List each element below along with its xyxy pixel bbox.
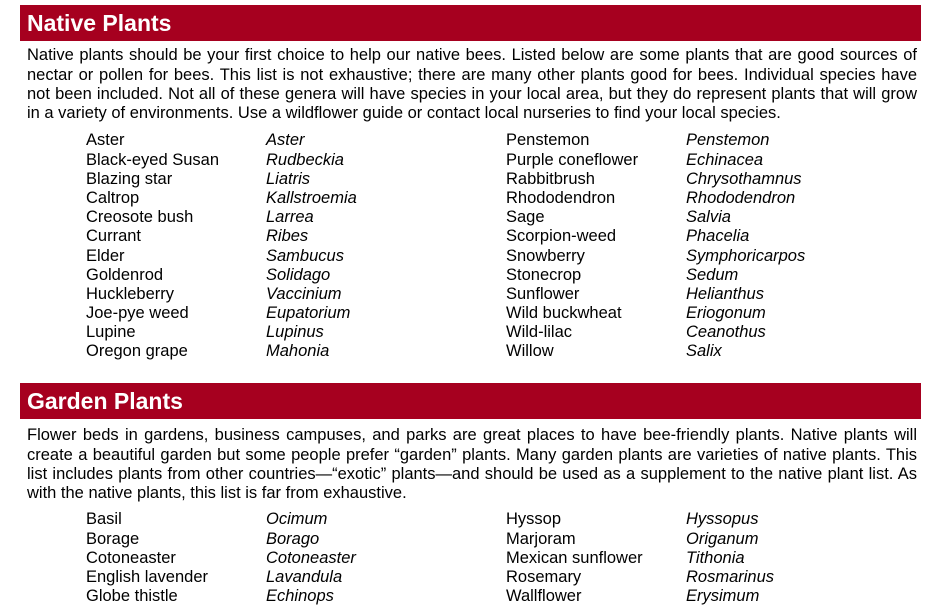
plant-row <box>0 530 941 549</box>
common-name: Caltrop <box>86 188 140 207</box>
latin-name: Aster <box>266 131 305 150</box>
common-name: Basil <box>86 510 122 529</box>
plant-row <box>0 227 941 246</box>
plant-row <box>0 285 941 304</box>
common-name: Rosemary <box>506 567 582 586</box>
latin-name: Sedum <box>686 265 739 284</box>
latin-name: Solidago <box>266 265 331 284</box>
common-name: Rabbitbrush <box>506 169 595 188</box>
latin-name: Rosmarinus <box>686 567 775 586</box>
garden-plant-list <box>0 510 941 606</box>
common-name: Oregon grape <box>86 342 188 361</box>
common-name: Wallflower <box>506 587 582 606</box>
intro-paragraph: Native plants should be your first choice to help our native bees. Listed below are some plants that are good sources of nectar or pollen for bees. This list is not exhaustive; there are many other plants good for bees. Individual species have not been included. Not all of these genera will have species in your local area, but they do represent plants that will grow in a variety of environments. Use a wildflower guide or contact local nurseries to find your local species. <box>27 46 917 123</box>
latin-name: Ocimum <box>266 510 328 529</box>
plant-row <box>0 247 941 266</box>
common-name: Black-eyed Susan <box>86 150 219 169</box>
plant-row <box>0 131 941 150</box>
plant-row <box>0 170 941 189</box>
section-title: Native Plants <box>27 10 172 36</box>
latin-name: Echinacea <box>686 150 764 169</box>
section-header-garden <box>20 383 921 419</box>
plant-row <box>0 549 941 568</box>
plant-row <box>0 342 941 361</box>
common-name: Sage <box>506 208 545 227</box>
common-name: Marjoram <box>506 529 576 548</box>
common-name: Currant <box>86 227 142 246</box>
plant-row <box>0 323 941 342</box>
common-name: Globe thistle <box>86 587 178 606</box>
latin-name: Salvia <box>686 208 731 227</box>
common-name: Cotoneaster <box>86 548 176 567</box>
latin-name: Chrysothamnus <box>686 169 802 188</box>
intro-paragraph: Flower beds in gardens, business campuses, and parks are great places to have bee-friendly plants. Native plants will create a beautiful garden but some people prefer “garden” plants. Many garden plants are varieties of native plants. This list includes plants from other countries—“exotic” plants—and should be used as a supplement to the native plant list. As with the native plants, this list is far from exhaustive. <box>27 426 917 503</box>
latin-name: Lavandula <box>266 567 343 586</box>
plant-row <box>0 304 941 323</box>
common-name: Borage <box>86 529 140 548</box>
native-plant-list <box>0 131 941 361</box>
latin-name: Borago <box>266 529 320 548</box>
common-name: Elder <box>86 246 125 265</box>
latin-name: Erysimum <box>686 587 760 606</box>
latin-name: Mahonia <box>266 342 330 361</box>
common-name: Rhododendron <box>506 188 616 207</box>
latin-name: Phacelia <box>686 227 750 246</box>
latin-name: Tithonia <box>686 548 745 567</box>
common-name: Goldenrod <box>86 265 164 284</box>
common-name: Aster <box>86 131 125 150</box>
latin-name: Ceanothus <box>686 323 766 342</box>
latin-name: Sambucus <box>266 246 344 265</box>
common-name: Creosote bush <box>86 208 194 227</box>
latin-name: Rudbeckia <box>266 150 344 169</box>
section-header-native <box>20 5 921 41</box>
common-name: Wild-lilac <box>506 323 572 342</box>
latin-name: Echinops <box>266 587 334 606</box>
common-name: Snowberry <box>506 246 585 265</box>
common-name: Willow <box>506 342 554 361</box>
plant-row <box>0 568 941 587</box>
plant-row <box>0 510 941 529</box>
latin-name: Symphoricarpos <box>686 246 806 265</box>
latin-name: Larrea <box>266 208 314 227</box>
common-name: Stonecrop <box>506 265 582 284</box>
latin-name: Salix <box>686 342 722 361</box>
plant-row <box>0 208 941 227</box>
latin-name: Eupatorium <box>266 304 351 323</box>
plant-row <box>0 151 941 170</box>
latin-name: Helianthus <box>686 284 764 303</box>
plant-row <box>0 587 941 606</box>
latin-name: Cotoneaster <box>266 548 356 567</box>
common-name: Mexican sunflower <box>506 548 643 567</box>
common-name: Purple coneflower <box>506 150 639 169</box>
common-name: Joe-pye weed <box>86 304 189 323</box>
latin-name: Eriogonum <box>686 304 766 323</box>
latin-name: Kallstroemia <box>266 188 357 207</box>
section-title: Garden Plants <box>27 388 183 414</box>
latin-name: Rhododendron <box>686 188 796 207</box>
plant-row <box>0 266 941 285</box>
latin-name: Liatris <box>266 169 311 188</box>
common-name: Lupine <box>86 323 136 342</box>
latin-name: Penstemon <box>686 131 770 150</box>
common-name: English lavender <box>86 567 208 586</box>
latin-name: Origanum <box>686 529 759 548</box>
common-name: Sunflower <box>506 284 580 303</box>
common-name: Wild buckwheat <box>506 304 622 323</box>
plant-row <box>0 189 941 208</box>
latin-name: Hyssopus <box>686 510 759 529</box>
latin-name: Lupinus <box>266 323 324 342</box>
common-name: Penstemon <box>506 131 590 150</box>
latin-name: Vaccinium <box>266 284 342 303</box>
common-name: Huckleberry <box>86 284 175 303</box>
common-name: Hyssop <box>506 510 562 529</box>
latin-name: Ribes <box>266 227 309 246</box>
common-name: Blazing star <box>86 169 173 188</box>
common-name: Scorpion-weed <box>506 227 617 246</box>
